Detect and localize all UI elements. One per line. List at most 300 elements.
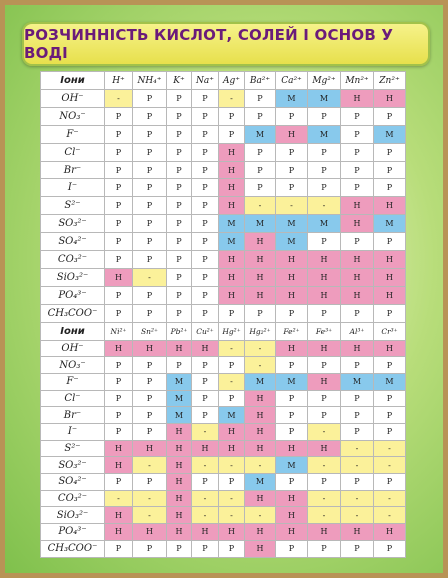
solubility-cell: P [192, 407, 219, 424]
cation-header: H⁺ [105, 72, 133, 90]
solubility-cell: H [308, 524, 341, 541]
solubility-cell: P [276, 424, 308, 441]
solubility-cell: H [341, 90, 374, 108]
solubility-cell: - [374, 490, 406, 507]
solubility-cell: H [133, 440, 167, 457]
anion-label: S²⁻ [41, 440, 105, 457]
ions-label: Іони [41, 322, 105, 340]
solubility-cell: H [245, 424, 276, 441]
solubility-cell: P [341, 357, 374, 374]
anion-row [41, 524, 406, 541]
solubility-cell: P [167, 304, 192, 322]
solubility-cell: - [105, 490, 133, 507]
solubility-cell: P [133, 251, 167, 269]
anion-label: OH⁻ [41, 90, 105, 108]
solubility-cell: H [245, 233, 276, 251]
solubility-cell: P [374, 161, 406, 179]
solubility-cell: H [245, 440, 276, 457]
solubility-cell: P [276, 161, 308, 179]
solubility-table [40, 71, 406, 558]
solubility-cell: P [133, 233, 167, 251]
solubility-cell: H [219, 440, 245, 457]
solubility-cell: P [133, 304, 167, 322]
solubility-cell: M [308, 125, 341, 143]
solubility-cell: - [219, 490, 245, 507]
cation-header-row [41, 72, 406, 90]
solubility-cell: P [219, 107, 245, 125]
cation-header: Ag⁺ [219, 72, 245, 90]
solubility-cell: P [133, 424, 167, 441]
solubility-cell: P [374, 143, 406, 161]
solubility-cell: P [105, 197, 133, 215]
solubility-cell: P [374, 233, 406, 251]
solubility-cell: H [341, 340, 374, 357]
solubility-cell: P [308, 179, 341, 197]
anion-row [41, 197, 406, 215]
solubility-cell: P [167, 215, 192, 233]
solubility-cell: P [133, 540, 167, 557]
cation-header: Ca²⁺ [276, 72, 308, 90]
solubility-cell: H [105, 524, 133, 541]
solubility-cell: H [105, 440, 133, 457]
anion-label: SO₄²⁻ [41, 233, 105, 251]
solubility-cell: P [276, 357, 308, 374]
cation-header: Mn²⁺ [341, 72, 374, 90]
solubility-cell: H [276, 340, 308, 357]
anion-row [41, 490, 406, 507]
solubility-cell: P [341, 107, 374, 125]
solubility-cell: P [276, 540, 308, 557]
solubility-cell: M [374, 215, 406, 233]
solubility-cell: P [133, 373, 167, 390]
solubility-cell: H [167, 457, 192, 474]
anion-row [41, 474, 406, 491]
solubility-cell: - [219, 340, 245, 357]
solubility-cell: P [276, 474, 308, 491]
solubility-cell: P [133, 179, 167, 197]
anion-row [41, 251, 406, 269]
solubility-cell: P [192, 90, 219, 108]
solubility-cell: H [374, 268, 406, 286]
solubility-cell: P [374, 407, 406, 424]
anion-label: I⁻ [41, 424, 105, 441]
cation-header: Ni²⁺ [105, 322, 133, 340]
solubility-cell: H [276, 251, 308, 269]
solubility-cell: P [341, 540, 374, 557]
solubility-cell: H [192, 340, 219, 357]
solubility-cell: P [308, 357, 341, 374]
solubility-cell: M [308, 215, 341, 233]
solubility-cell: P [245, 161, 276, 179]
solubility-cell: P [133, 357, 167, 374]
solubility-cell: P [167, 286, 192, 304]
solubility-cell: H [245, 524, 276, 541]
solubility-cell: P [167, 161, 192, 179]
solubility-cell: P [133, 474, 167, 491]
anion-row [41, 107, 406, 125]
solubility-cell: H [167, 424, 192, 441]
solubility-cell: P [192, 268, 219, 286]
solubility-cell: - [341, 507, 374, 524]
solubility-cell: H [308, 268, 341, 286]
anion-label: OH⁻ [41, 340, 105, 357]
solubility-cell: P [374, 107, 406, 125]
solubility-cell: P [276, 304, 308, 322]
cation-header-row [41, 322, 406, 340]
solubility-cell: H [219, 197, 245, 215]
anion-row [41, 357, 406, 374]
solubility-cell: P [133, 107, 167, 125]
solubility-cell: - [341, 440, 374, 457]
cation-header: Mg²⁺ [308, 72, 341, 90]
solubility-cell: H [374, 251, 406, 269]
anion-row [41, 304, 406, 322]
solubility-cell: - [245, 340, 276, 357]
anion-label: SO₃²⁻ [41, 215, 105, 233]
solubility-cell: P [374, 390, 406, 407]
solubility-cell: P [167, 540, 192, 557]
solubility-cell: H [308, 440, 341, 457]
anion-label: Br⁻ [41, 161, 105, 179]
solubility-cell: P [341, 179, 374, 197]
anion-row [41, 340, 406, 357]
solubility-cell: M [308, 90, 341, 108]
anion-row [41, 215, 406, 233]
solubility-cell: P [167, 125, 192, 143]
solubility-cell: P [192, 357, 219, 374]
solubility-cell: P [167, 233, 192, 251]
solubility-cell: - [276, 197, 308, 215]
solubility-cell: M [219, 233, 245, 251]
cation-header: Cu²⁺ [192, 322, 219, 340]
solubility-cell: H [374, 286, 406, 304]
cation-header: Hg²⁺ [219, 322, 245, 340]
solubility-cell: - [219, 507, 245, 524]
solubility-cell: H [219, 268, 245, 286]
solubility-cell: M [374, 373, 406, 390]
solubility-cell: P [133, 197, 167, 215]
solubility-cell: P [341, 424, 374, 441]
solubility-cell: P [105, 286, 133, 304]
solubility-cell: M [245, 125, 276, 143]
solubility-cell: H [341, 286, 374, 304]
anion-label: CO₃²⁻ [41, 251, 105, 269]
solubility-cell: P [276, 407, 308, 424]
poster-title: РОЗЧИННІСТЬ КИСЛОТ, СОЛЕЙ І ОСНОВ У ВОДІ [24, 26, 394, 62]
solubility-cell: P [105, 424, 133, 441]
cation-header: Al³⁺ [341, 322, 374, 340]
anion-row [41, 540, 406, 557]
solubility-cell: P [341, 304, 374, 322]
solubility-cell: H [219, 251, 245, 269]
solubility-cell: P [341, 233, 374, 251]
anion-label: SO₄²⁻ [41, 474, 105, 491]
solubility-cell: P [276, 143, 308, 161]
solubility-cell: P [167, 197, 192, 215]
anion-row [41, 440, 406, 457]
solubility-cell: H [192, 440, 219, 457]
anion-row [41, 125, 406, 143]
solubility-cell: M [276, 373, 308, 390]
solubility-cell: P [276, 390, 308, 407]
solubility-cell: H [341, 251, 374, 269]
solubility-cell: M [245, 215, 276, 233]
solubility-cell: P [105, 251, 133, 269]
solubility-cell: P [308, 540, 341, 557]
solubility-cell: H [374, 90, 406, 108]
solubility-cell: H [133, 524, 167, 541]
solubility-cell: P [192, 304, 219, 322]
solubility-cell: - [245, 507, 276, 524]
solubility-cell: H [219, 161, 245, 179]
solubility-cell: P [105, 233, 133, 251]
solubility-cell: - [219, 373, 245, 390]
solubility-cell: H [245, 407, 276, 424]
solubility-cell: - [192, 457, 219, 474]
solubility-cell: P [133, 90, 167, 108]
solubility-cell: - [341, 490, 374, 507]
solubility-cell: P [219, 540, 245, 557]
solubility-cell: H [341, 268, 374, 286]
solubility-cell: M [276, 457, 308, 474]
solubility-cell: P [219, 304, 245, 322]
solubility-cell: P [245, 179, 276, 197]
solubility-cell: P [192, 474, 219, 491]
anion-label: F⁻ [41, 373, 105, 390]
solubility-cell: H [167, 474, 192, 491]
solubility-cell: - [308, 197, 341, 215]
anion-label: NO₃⁻ [41, 107, 105, 125]
solubility-cell: P [105, 373, 133, 390]
anion-row [41, 268, 406, 286]
anion-row [41, 179, 406, 197]
solubility-cell: - [133, 268, 167, 286]
solubility-cell: M [276, 90, 308, 108]
solubility-cell: M [374, 125, 406, 143]
solubility-cell: - [219, 457, 245, 474]
solubility-cell: P [374, 179, 406, 197]
cation-header: K⁺ [167, 72, 192, 90]
solubility-cell: H [167, 490, 192, 507]
solubility-cell: P [374, 424, 406, 441]
solubility-cell: P [133, 143, 167, 161]
solubility-cell: P [374, 540, 406, 557]
solubility-cell: H [374, 340, 406, 357]
solubility-cell: P [192, 390, 219, 407]
cation-header: Cr³⁺ [374, 322, 406, 340]
solubility-cell: P [341, 390, 374, 407]
solubility-cell: M [245, 474, 276, 491]
solubility-cell: M [276, 233, 308, 251]
solubility-cell: P [167, 143, 192, 161]
anion-label: CH₃COO⁻ [41, 540, 105, 557]
anion-label: SO₃²⁻ [41, 457, 105, 474]
solubility-cell: - [192, 507, 219, 524]
solubility-cell: P [341, 125, 374, 143]
solubility-cell: P [308, 107, 341, 125]
solubility-cell: P [105, 357, 133, 374]
solubility-cell: P [133, 215, 167, 233]
solubility-cell: P [341, 161, 374, 179]
anion-label: Br⁻ [41, 407, 105, 424]
anion-label: SiO₃²⁻ [41, 507, 105, 524]
solubility-cell: H [308, 286, 341, 304]
cation-header: Fe²⁺ [276, 322, 308, 340]
solubility-cell: H [167, 524, 192, 541]
cation-header: Hg₂²⁺ [245, 322, 276, 340]
anion-label: PO₄³⁻ [41, 286, 105, 304]
solubility-cell: M [167, 407, 192, 424]
cation-header: Pb²⁺ [167, 322, 192, 340]
solubility-cell: H [105, 457, 133, 474]
solubility-cell: P [308, 407, 341, 424]
solubility-cell: H [219, 286, 245, 304]
solubility-cell: - [374, 507, 406, 524]
anion-label: S²⁻ [41, 197, 105, 215]
solubility-cell: - [341, 457, 374, 474]
solubility-cell: P [308, 161, 341, 179]
solubility-cell: H [276, 440, 308, 457]
solubility-cell: P [308, 143, 341, 161]
solubility-cell: H [374, 524, 406, 541]
anion-row [41, 233, 406, 251]
solubility-cell: H [105, 268, 133, 286]
solubility-cell: H [245, 390, 276, 407]
cation-header: Zn²⁺ [374, 72, 406, 90]
anion-label: I⁻ [41, 179, 105, 197]
solubility-cell: H [341, 215, 374, 233]
solubility-cell: H [105, 340, 133, 357]
solubility-cell: - [308, 490, 341, 507]
solubility-cell: P [219, 474, 245, 491]
anion-label: NO₃⁻ [41, 357, 105, 374]
solubility-cell: M [219, 215, 245, 233]
solubility-cell: M [276, 215, 308, 233]
cation-header: Fe³⁺ [308, 322, 341, 340]
solubility-cell: M [167, 373, 192, 390]
solubility-cell: P [167, 251, 192, 269]
solubility-cell: - [192, 490, 219, 507]
solubility-cell: - [374, 457, 406, 474]
solubility-cell: P [167, 107, 192, 125]
solubility-cell: P [374, 474, 406, 491]
solubility-cell: - [308, 507, 341, 524]
solubility-cell: H [245, 490, 276, 507]
solubility-cell: H [219, 143, 245, 161]
solubility-cell: P [192, 161, 219, 179]
anion-row [41, 161, 406, 179]
solubility-cell: - [105, 90, 133, 108]
solubility-cell: H [276, 125, 308, 143]
anion-row [41, 143, 406, 161]
solubility-cell: H [276, 286, 308, 304]
solubility-cell: H [341, 197, 374, 215]
solubility-cell: P [105, 407, 133, 424]
solubility-cell: P [167, 357, 192, 374]
solubility-cell: P [308, 474, 341, 491]
solubility-cell: P [374, 304, 406, 322]
solubility-cell: H [167, 340, 192, 357]
solubility-cell: P [105, 540, 133, 557]
solubility-cell: P [245, 90, 276, 108]
solubility-cell: - [245, 457, 276, 474]
solubility-cell: H [219, 179, 245, 197]
solubility-cell: P [308, 390, 341, 407]
solubility-cell: P [133, 286, 167, 304]
cation-header: Sn²⁺ [133, 322, 167, 340]
solubility-cell: P [192, 197, 219, 215]
solubility-cell: M [167, 390, 192, 407]
solubility-cell: P [192, 179, 219, 197]
cation-header: Ba²⁺ [245, 72, 276, 90]
solubility-cell: H [245, 286, 276, 304]
anion-row [41, 424, 406, 441]
anion-label: SiO₃²⁻ [41, 268, 105, 286]
solubility-cell: M [219, 407, 245, 424]
anion-row [41, 407, 406, 424]
solubility-cell: - [133, 507, 167, 524]
ions-label: Іони [41, 72, 105, 90]
anion-label: Cl⁻ [41, 143, 105, 161]
solubility-cell: P [133, 161, 167, 179]
solubility-cell: - [308, 424, 341, 441]
solubility-cell: P [276, 107, 308, 125]
solubility-cell: P [219, 125, 245, 143]
solubility-cell: H [276, 490, 308, 507]
solubility-cell: M [245, 373, 276, 390]
solubility-cell: H [308, 251, 341, 269]
cation-header: NH₄⁺ [133, 72, 167, 90]
solubility-cell: H [192, 524, 219, 541]
solubility-cell: H [374, 197, 406, 215]
solubility-cell: P [192, 107, 219, 125]
solubility-cell: H [245, 268, 276, 286]
solubility-cell: P [341, 407, 374, 424]
solubility-cell: P [167, 268, 192, 286]
solubility-cell: P [245, 107, 276, 125]
solubility-cell: P [105, 474, 133, 491]
anion-row [41, 286, 406, 304]
solubility-cell: P [192, 286, 219, 304]
solubility-cell: P [192, 540, 219, 557]
solubility-cell: H [245, 251, 276, 269]
anion-label: Cl⁻ [41, 390, 105, 407]
solubility-cell: P [105, 161, 133, 179]
solubility-cell: P [192, 373, 219, 390]
solubility-cell: P [105, 215, 133, 233]
solubility-cell: P [105, 179, 133, 197]
solubility-cell: P [105, 125, 133, 143]
solubility-cell: P [341, 143, 374, 161]
solubility-cell: P [133, 390, 167, 407]
solubility-cell: H [276, 524, 308, 541]
solubility-cell: P [219, 357, 245, 374]
solubility-cell: H [245, 540, 276, 557]
solubility-cell: H [167, 440, 192, 457]
cation-header: Na⁺ [192, 72, 219, 90]
solubility-cell: P [105, 304, 133, 322]
anion-row [41, 390, 406, 407]
solubility-cell: P [192, 233, 219, 251]
solubility-cell: H [219, 524, 245, 541]
solubility-cell: M [341, 373, 374, 390]
solubility-cell: H [276, 268, 308, 286]
solubility-cell: P [105, 390, 133, 407]
anion-row [41, 90, 406, 108]
solubility-cell: P [308, 233, 341, 251]
anion-row [41, 507, 406, 524]
solubility-cell: P [219, 390, 245, 407]
